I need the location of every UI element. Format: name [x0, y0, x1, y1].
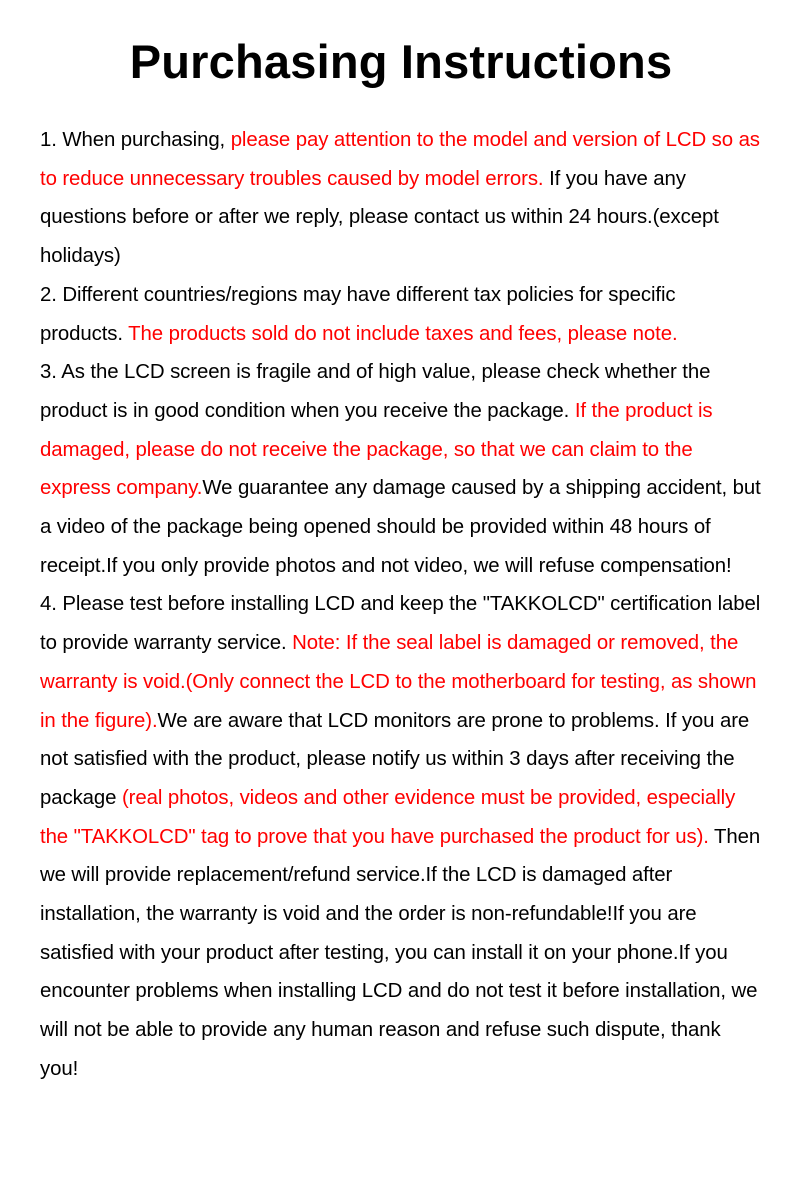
instruction-highlight: please pay attention to the model and version of LCD so as to reduce unnecessary troubles caused by model errors.	[40, 129, 760, 190]
instruction-text: We are aware that LCD monitors are prone to problems. If you are not satisfied with the product, please notify us within 3 days after receiving the package	[40, 709, 750, 809]
instruction-item-2	[40, 276, 762, 353]
instruction-item-1	[40, 121, 762, 276]
instruction-text: If you have any questions before or after we reply, please contact us within 24 hours.(except holidays)	[40, 167, 719, 268]
instruction-highlight: The products sold do not include taxes and fees, please note.	[128, 322, 678, 345]
instructions-content	[40, 121, 762, 1089]
instruction-highlight: Note: If the seal label is damaged or removed, the warranty is void.(Only connect the LCD to the motherboard for testing, as shown in the figure).	[40, 632, 757, 732]
instruction-text: 2. Different countries/regions may have different tax policies for specific products.	[40, 283, 676, 345]
instruction-text: 3. As the LCD screen is fragile and of high value, please check whether the product is in good condition when you receive the package.	[40, 361, 711, 422]
instruction-text: We guarantee any damage caused by a shipping accident, but a video of the package being opened should be provided within 48 hours of receipt.If you only provide photos and not video, we will refuse compensation!	[40, 477, 761, 577]
page-title: Purchasing Instructions	[129, 35, 673, 88]
instruction-text: 4. Please test before installing LCD and keep the "TAKKOLCD" certification label to provide warranty service.	[40, 593, 761, 655]
instruction-highlight: If the product is damaged, please do not receive the package, so that we can claim to the express company.	[40, 399, 713, 500]
instruction-item-4	[40, 585, 762, 1088]
instruction-text: Then we will provide replacement/refund service.If the LCD is damaged after installation, the warranty is void and the order is non-refundable!If you are satisfied with your product after testing, you can install it on your phone.If you encounter problems when installing LCD and do not test it before installation, we will not be able to provide any human reason and refuse such dispute, thank you!	[40, 825, 761, 1080]
instruction-highlight: (real photos, videos and other evidence must be provided, especially the "TAKKOLCD" tag to prove that you have purchased the product for us).	[40, 786, 736, 848]
instruction-item-3	[40, 353, 762, 585]
instruction-text: 1. When purchasing,	[40, 129, 231, 151]
